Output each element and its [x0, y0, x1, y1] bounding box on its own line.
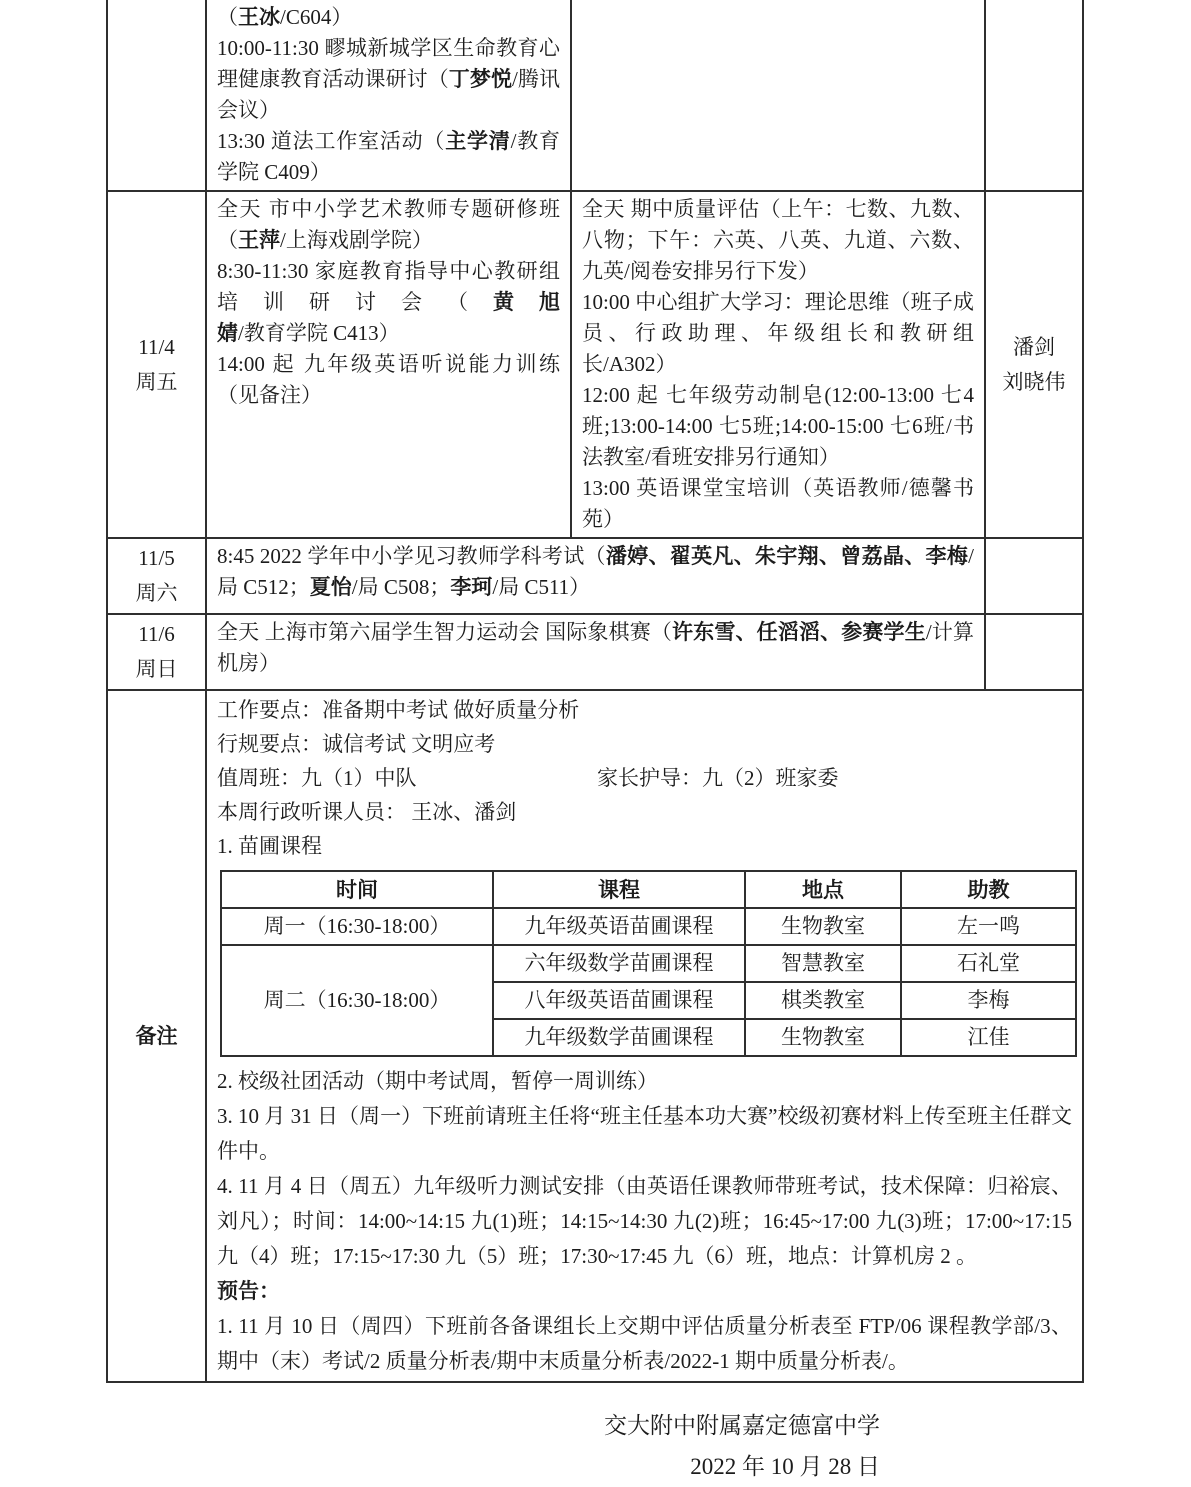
activity-entry: 全天 市中小学艺术教师专题研修班（王萍/上海戏剧学院）: [217, 197, 560, 252]
event-entry: 12:00 起 七年级劳动制皂(12:00-13:00 七4班;13:00-14:00 七5班;14:00-15:00 七6班/书法教室/看班安排另行通知）: [582, 383, 974, 469]
parent-escort: 家长护导：九（2）班家委: [597, 766, 839, 790]
room-cell: 棋类教室: [745, 982, 901, 1019]
duty-cell-empty: [985, 0, 1083, 191]
notes-content-cell: [206, 690, 1083, 1382]
miaopu-header-row: [221, 871, 1076, 908]
schedule-row-partial: [107, 0, 1083, 191]
school-activities-cell: [206, 191, 571, 538]
date-cell-empty: [107, 0, 206, 191]
weekday-label: 周日: [135, 657, 178, 681]
time-cell: 周二（16:30-18:00）: [221, 945, 493, 1056]
date-cell: [107, 538, 206, 614]
event-entry: 10:00 中心组扩大学习：理论思维（班子成员、行政助理、年级组长和教研组长/A302）: [582, 290, 974, 376]
schedule-row-nov6: [107, 614, 1083, 690]
admin-observers: 本周行政听课人员： 王冰、潘剑: [217, 800, 517, 824]
miaopu-course-table: [220, 870, 1077, 1057]
course-cell: 六年级数学苗圃课程: [493, 945, 745, 982]
assistant-cell: 李梅: [901, 982, 1076, 1019]
schedule-row-nov4: [107, 191, 1083, 538]
assistant-cell: 江佳: [901, 1019, 1076, 1056]
activity-entry: 13:30 道法工作室活动（主学清/教育学院 C409）: [217, 129, 560, 184]
date-label: 11/5: [138, 546, 175, 570]
col-header-room: 地点: [745, 871, 901, 908]
duty-class: 值周班：九（1）中队: [217, 766, 417, 790]
col-header-assistant: 助教: [901, 871, 1076, 908]
course-cell: 八年级英语苗圃课程: [493, 982, 745, 1019]
weekly-schedule-table: [106, 0, 1084, 1383]
duty-officer: 刘晓伟: [1002, 369, 1066, 394]
date-cell: [107, 191, 206, 538]
work-points: 工作要点：准备期中考试 做好质量分析: [217, 698, 580, 722]
duty-class-line: [217, 761, 1072, 795]
activity-entry: （王冰/C604）: [217, 5, 353, 29]
assistant-cell: 石礼堂: [901, 945, 1076, 982]
weekday-label: 周五: [135, 369, 178, 394]
event-entry: 13:00 英语课堂宝培训（英语教师/德馨书苑）: [582, 476, 974, 531]
room-cell: 生物教室: [745, 1019, 901, 1056]
time-cell: 周一（16:30-18:00）: [221, 908, 493, 945]
event-entry: 全天 期中质量评估（上午：七数、九数、八物；下午：六英、八英、九道、六数、九英/阅卷安排另行下发）: [582, 197, 974, 283]
course-cell: 九年级英语苗圃课程: [493, 908, 745, 945]
document-date: 2022 年 10 月 28 日: [690, 1454, 880, 1479]
col-header-time: 时间: [221, 871, 493, 908]
col-header-course: 课程: [493, 871, 745, 908]
merged-activities-cell: [206, 614, 985, 690]
campus-events-cell: [571, 191, 985, 538]
weekday-label: 周六: [135, 581, 178, 605]
date-label: 11/4: [138, 334, 175, 359]
duty-officers-cell: [985, 191, 1083, 538]
notes-label-cell: 备注: [107, 690, 206, 1382]
note-club-activities: 2. 校级社团活动（期中考试周，暂停一周训练）: [217, 1069, 658, 1093]
note-listening-test: 4. 11 月 4 日（周五）九年级听力测试安排（由英语任课教师带班考试，技术保障：归裕宸、刘凡）；时间：14:00~14:15 九(1)班；14:15~14:30 九(2)班；16:45~17:00 九(3)班；17:00~17:15 九（4）班；17:15~17:30 九（5）班；17:30~17:45 九（6）班，地点：计算机房 2 。: [217, 1174, 1072, 1268]
course-cell: 九年级数学苗圃课程: [493, 1019, 745, 1056]
date-cell: [107, 614, 206, 690]
duty-cell-empty: [985, 538, 1083, 614]
activity-entry: 8:45 2022 学年中小学见习教师学科考试（潘婷、翟英凡、朱宇翔、曾荔晶、李梅/局 C512；夏怡/局 C508；李珂/局 C511）: [217, 544, 974, 599]
date-label: 11/6: [138, 622, 175, 646]
note-contest-upload: 3. 10 月 31 日（周一）下班前请班主任将“班主任基本功大赛”校级初赛材料上传至班主任群文件中。: [217, 1104, 1072, 1163]
assistant-cell: 左一鸣: [901, 908, 1076, 945]
duty-officer: 潘剑: [1013, 334, 1055, 359]
miaopu-title: 1. 苗圃课程: [217, 834, 322, 858]
note-quality-analysis: 1. 11 月 10 日（周四）下班前各备课组长上交期中评估质量分析表至 FTP/06 课程教学部/3、期中（末）考试/2 质量分析表/期中末质量分析表/2022-1 期中质量分析表/。: [217, 1314, 1072, 1373]
room-cell: 生物教室: [745, 908, 901, 945]
room-cell: 智慧教室: [745, 945, 901, 982]
schedule-row-nov5: [107, 538, 1083, 614]
campus-events-cell: [571, 0, 985, 191]
activity-entry: 8:30-11:30 家庭教育指导中心教研组培训研讨会（黄旭婧/教育学院 C413）: [217, 259, 560, 345]
preview-heading: 预告：: [217, 1279, 280, 1303]
activity-entry: 10:00-11:30 疁城新城学区生命教育心理健康教育活动课研讨（丁梦悦/腾讯会议）: [217, 36, 560, 122]
conduct-points: 行规要点：诚信考试 文明应考: [217, 732, 496, 756]
document-footer: [106, 1405, 880, 1487]
miaopu-row: [221, 908, 1076, 945]
miaopu-row: [221, 945, 1076, 982]
activity-entry: 全天 上海市第六届学生智力运动会 国际象棋赛（许东雪、任滔滔、参赛学生/计算机房）: [217, 620, 974, 675]
activity-entry: 14:00 起 九年级英语听说能力训练（见备注）: [217, 352, 560, 407]
school-name: 交大附中附属嘉定德富中学: [604, 1413, 880, 1438]
merged-activities-cell: [206, 538, 985, 614]
notes-row: [107, 690, 1083, 1382]
school-activities-cell: [206, 0, 571, 191]
duty-cell-empty: [985, 614, 1083, 690]
